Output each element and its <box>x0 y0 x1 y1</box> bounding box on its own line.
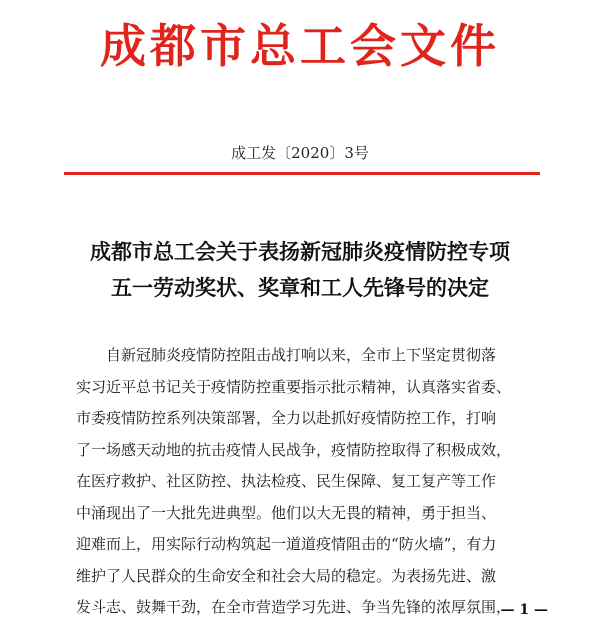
body-line: 中涌现出了一大批先进典型。他们以大无畏的精神，勇于担当、 <box>76 503 497 522</box>
red-divider-line <box>64 172 540 175</box>
document-number: 成工发〔2020〕3号 <box>231 144 369 162</box>
page-number: — 1 — <box>500 602 548 618</box>
body-line: 迎难而上，用实际行动构筑起一道道疫情阻击的“防火墙”，有力 <box>76 535 497 553</box>
body-line: 实习近平总书记关于疫情防控重要指示批示精神，认真落实省委、 <box>76 377 512 396</box>
body-line: 市委疫情防控系列决策部署，全力以赴抓好疫情防控工作，打响 <box>76 409 497 427</box>
decision-title-line: 成都市总工会关于表扬新冠肺炎疫情防控专项 <box>90 239 510 264</box>
decision-title-line: 五一劳动奖状、奖章和工人先锋号的决定 <box>111 275 489 300</box>
body-line: 维护了人民群众的生命安全和社会大局的稳定。为表扬先进、激 <box>76 566 497 585</box>
body-line: 发斗志、鼓舞干劲，在全市营造学习先进、争当先锋的浓厚氛围， <box>76 598 512 616</box>
body-paragraph <box>76 340 546 624</box>
body-line: 了一场感天动地的抗击疫情人民战争，疫情防控取得了积极成效， <box>76 440 512 459</box>
body-line: 自新冠肺炎疫情防控阻击战打响以来，全市上下坚定贯彻落 <box>106 346 497 364</box>
document-header-title: 成都市总工会文件 <box>100 19 500 73</box>
body-line: 在医疗救护、社区防控、执法检疫、民生保障、复工复产等工作 <box>76 472 497 490</box>
decision-title <box>40 234 560 306</box>
